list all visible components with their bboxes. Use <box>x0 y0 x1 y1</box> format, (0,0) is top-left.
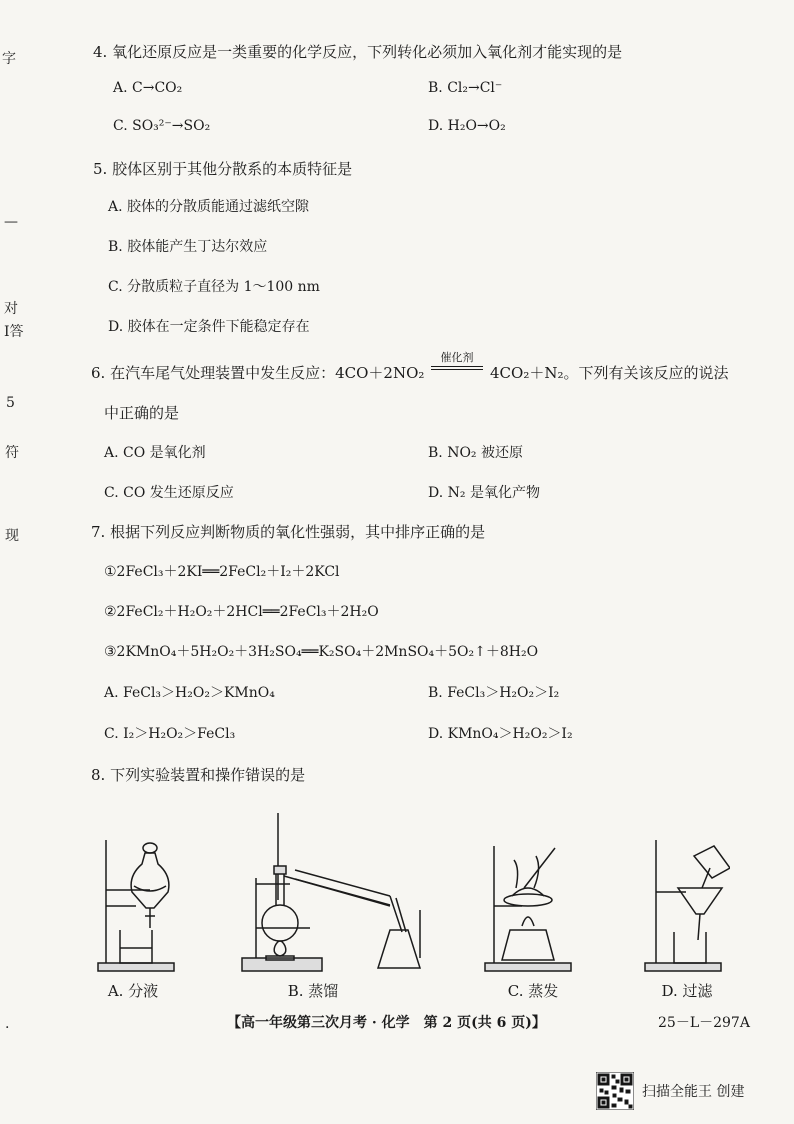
q5-option-d: D. 胶体在一定条件下能稳定存在 <box>108 319 310 335</box>
figure-label-c: C. 蒸发 <box>507 982 559 1000</box>
separatory-funnel-figure <box>98 840 174 971</box>
figure-label-b: B. 蒸馏 <box>287 982 339 1000</box>
q8-stem: 8. 下列实验装置和操作错误的是 <box>91 766 306 784</box>
margin-char-five: 5 <box>6 395 15 411</box>
filtration-figure <box>645 840 730 971</box>
q7-reaction-3: ③2KMnO₄＋5H₂O₂＋3H₂SO₄══K₂SO₄＋2MnSO₄＋5O₂↑＋8H₂O <box>104 644 539 660</box>
figure-label-d: D. 过滤 <box>661 982 713 1000</box>
q7-reaction-1: ①2FeCl₃＋2KI══2FeCl₂＋I₂＋2KCl <box>104 564 340 580</box>
q5-stem: 5. 胶体区别于其他分散系的本质特征是 <box>93 160 353 178</box>
q6-option-d: D. N₂ 是氧化产物 <box>428 485 540 501</box>
margin-char-top: 字 <box>2 51 16 67</box>
evaporation-figure <box>485 846 571 971</box>
q4-option-d: D. H₂O→O₂ <box>428 118 506 134</box>
margin-dot: . <box>5 1016 10 1032</box>
paper-code: 25－L－297A <box>658 1015 750 1031</box>
q6-stem-part1: 6. 在汽车尾气处理装置中发生反应：4CO＋2NO₂ <box>91 364 425 382</box>
q6-option-a: A. CO 是氧化剂 <box>104 445 206 461</box>
q5-option-c: C. 分散质粒子直径为 1～100 nm <box>108 279 320 295</box>
q4-option-a: A. C→CO₂ <box>113 80 183 96</box>
q7-stem: 7. 根据下列反应判断物质的氧化性强弱，其中排序正确的是 <box>91 523 486 541</box>
q4-option-b: B. Cl₂→Cl⁻ <box>428 80 503 96</box>
q6-option-c: C. CO 发生还原反应 <box>104 485 234 501</box>
q6-stem-part2: 4CO₂＋N₂。下列有关该反应的说法 <box>490 364 729 382</box>
margin-char-dui: 对 <box>4 301 18 317</box>
scanner-watermark: 扫描全能王 创建 <box>642 1084 745 1100</box>
page-footer: 【高一年级第三次月考 · 化学 第 2 页(共 6 页)】 <box>227 1015 546 1031</box>
margin-char-fu: 符 <box>5 445 19 461</box>
q4-option-c: C. SO₃²⁻→SO₂ <box>113 118 211 134</box>
q6-option-b: B. NO₂ 被还原 <box>428 445 523 461</box>
figure-label-a: A. 分液 <box>107 982 159 1000</box>
margin-dash: — <box>4 214 18 230</box>
distillation-figure <box>242 813 420 971</box>
q7-reaction-2: ②2FeCl₂＋H₂O₂＋2HCl══2FeCl₃＋2H₂O <box>104 604 379 620</box>
q7-option-d: D. KMnO₄＞H₂O₂＞I₂ <box>428 726 573 742</box>
q7-option-a: A. FeCl₃＞H₂O₂＞KMnO₄ <box>104 685 275 701</box>
q5-option-b: B. 胶体能产生丁达尔效应 <box>108 239 268 255</box>
q6-catalyst-label: 催化剂 <box>440 351 474 364</box>
q5-option-a: A. 胶体的分散质能通过滤纸空隙 <box>108 199 310 215</box>
q6-reaction-arrow-line1 <box>431 366 483 367</box>
q6-reaction-arrow-line2 <box>431 369 483 370</box>
margin-char-da: I答 <box>4 324 24 340</box>
margin-char-xian: 现 <box>5 528 19 544</box>
q6-stem-part3: 中正确的是 <box>104 404 180 422</box>
apparatus-figures <box>90 808 730 978</box>
q4-stem: 4. 氧化还原反应是一类重要的化学反应，下列转化必须加入氧化剂才能实现的是 <box>93 43 623 61</box>
q7-option-c: C. I₂＞H₂O₂＞FeCl₃ <box>104 726 236 742</box>
q7-option-b: B. FeCl₃＞H₂O₂＞I₂ <box>428 685 560 701</box>
qr-code-icon <box>596 1072 634 1110</box>
